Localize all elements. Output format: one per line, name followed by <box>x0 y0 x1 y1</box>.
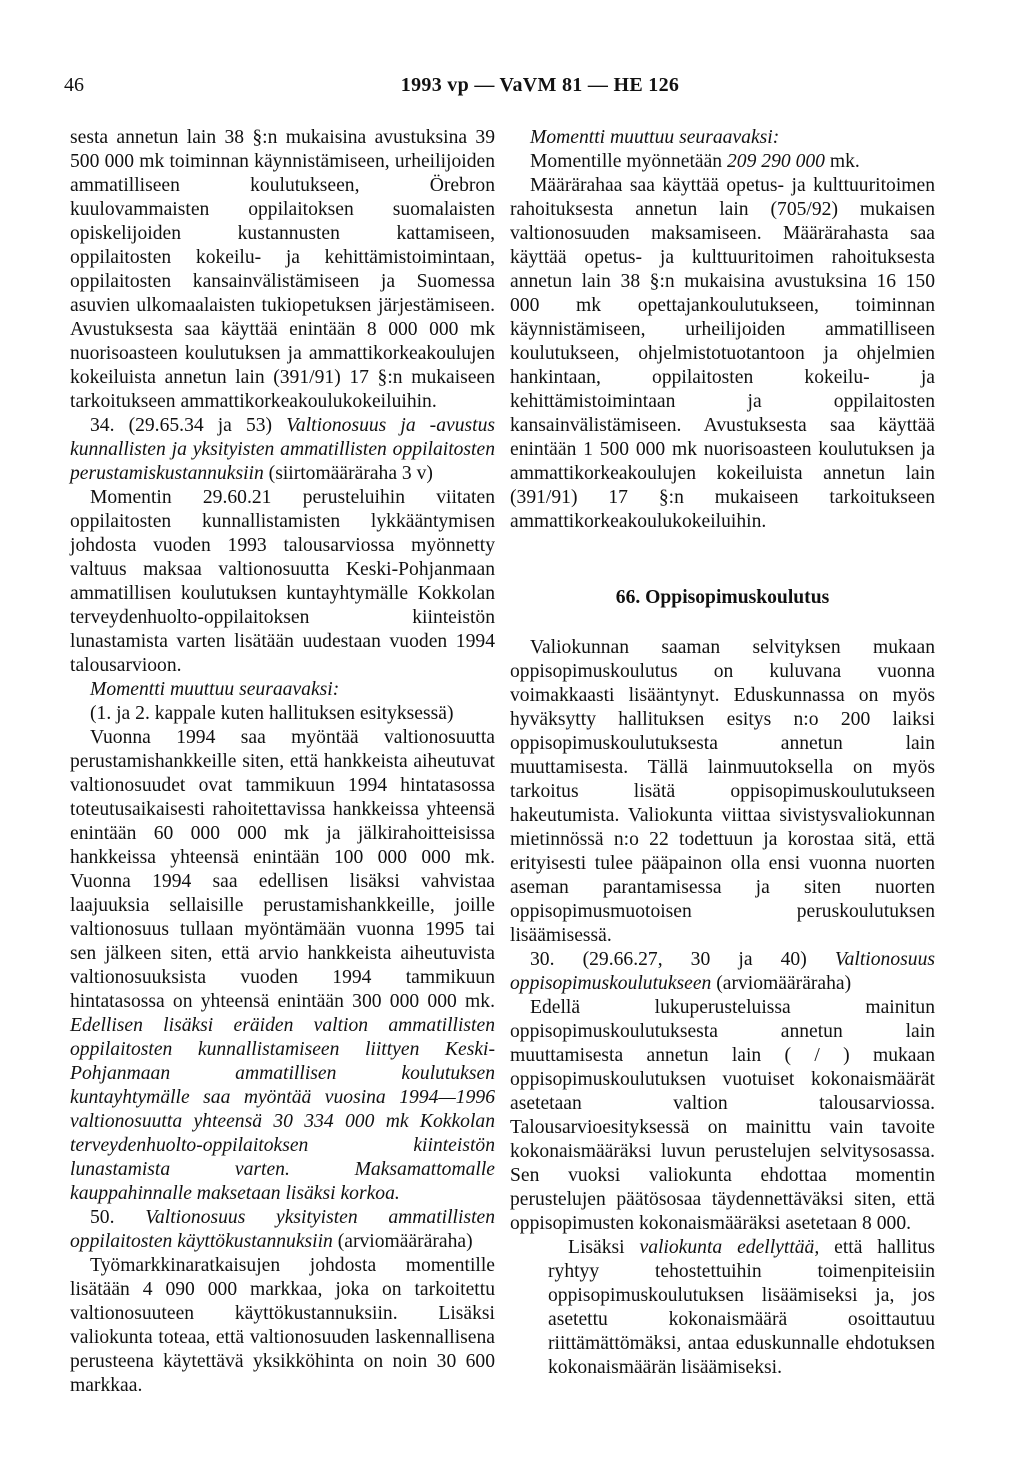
paragraph-edella: Edellä lukuperusteluissa mainitun oppisopimuskoulutuksesta annetun lain muuttamisesta annetun lain ( / ) mukaan oppisopimuskoulutuksen vuotuiset kokonaismäärät asetetaan valtion talousarviossa. Talousarvioesityksessä on mainittu vain tavoite kokonaismääräksi luvun perustelujen selvitysosassa. Sen vuoksi valiokunta ehdottaa momentin perustelujen päätösosaa täydennettäväksi siten, että oppisopimusten kokonaismääräksi asetetaan 8 000. <box>510 997 935 1234</box>
momentti-label-right: Momentti muuttuu seuraavaksi: <box>530 127 780 148</box>
paragraph-vuonna-1994 <box>70 726 495 1206</box>
paragraph-valiokunnan: Valiokunnan saaman selvityksen mukaan oppisopimuskoulutus on kuluvana vuonna voimakkaasti lisääntynyt. Eduskunnassa on myös hyväksytty hallituksen esitys n:o 200 laiksi oppisopimuskoulutuksesta annetun lain muuttamisesta. Tällä lainmuutoksella on myös tarkoitus lisätä oppisopimuskoulutukseen hakeutumista. Valiokunta viittaa sivistysvaliokunnan mietinnössä n:o 22 todettuun ja korostaa sitä, että erityisesti tulee pääpainon olla ensi vuonna nuorten aseman parantamisessa ja siten nuorten oppisopimusmuotoisen peruskoulutuksen lisäämisessä. <box>510 637 935 946</box>
closing-prefix: Lisäksi <box>568 1237 640 1258</box>
closing-suffix: että hallitus ryhtyy tehostettuihin toimenpiteisiin oppisopimuskoulutuksen lisäämiseksi ja, jos asetettu kokonaismäärä osoittautuu riittämättömäksi, antaa eduskunnalle ehdotuksen kokonaismäärän lisäämiseksi. <box>548 1237 935 1378</box>
right-column <box>510 126 935 1380</box>
paragraph-momentin: Momentin 29.60.21 perusteluihin viitaten oppilaitosten kunnallistamisten lykkääntymisen johdosta vuoden 1993 talousarviossa myönnetty valtuus maksaa valtionosuutta Keski-Pohjanmaan ammatillisen koulutuksen kuntayhtymälle Kokkolan terveydenhuolto-oppilaitoksen kiinteistön lunastamista varten lisätään uudestaan vuoden 1994 talousarvioon. <box>70 487 495 676</box>
momentille-myonnetaan <box>510 150 935 174</box>
item-34-type: (siirtomääräraha 3 v) <box>263 463 433 484</box>
closing-italic: valiokunta edellyttää, <box>639 1237 820 1258</box>
paragraph-maararahaa: Määrärahaa saa käyttää opetus- ja kulttuuritoimen rahoituksesta annetun lain (705/92) mukaisen valtionosuuden maksamiseen. Määrärahasta saa käyttää opetus- ja kulttuuritoimen rahoituksesta annetun lain 38 §:n mukaisina avustuksina 16 150 000 mk opettajankoulutukseen, toiminnan käynnistämiseen, urheilijoiden ammatilliseen koulutukseen, ohjelmistotuotantoon ja ohjelmien hankintaan, oppilaitosten kokeilu- ja kehittämistoimintaan ja oppilaitosten kansainvälistämiseen. Avustuksesta saa käyttää enintään 1 500 000 mk nuorisoasteen koulutuksen ja ammattikorkeakoulujen kokeiluista annetun lain (391/91) 17 §:n mukaiseen tarkoitukseen ammattikorkeakoulukokeiluihin. <box>510 175 935 532</box>
momentille-prefix: Momentille myönnetään <box>530 151 727 172</box>
page-number: 46 <box>64 74 84 96</box>
momentille-amount: 209 290 000 <box>726 151 825 172</box>
paragraph-closing <box>548 1236 935 1380</box>
running-header: 1993 vp — VaVM 81 — HE 126 <box>400 74 680 96</box>
section-heading: 66. Oppisopimuskoulutus <box>615 587 830 608</box>
item-30 <box>510 948 935 996</box>
item-50-type: (arviomääräraha) <box>332 1231 473 1252</box>
momentille-suffix: mk. <box>824 151 860 172</box>
item-30-number: 30. (29.66.27, 30 ja 40) <box>530 949 835 970</box>
item-50 <box>70 1206 495 1254</box>
item-50-number: 50. <box>90 1207 146 1228</box>
item-34-number: 34. (29.65.34 ja 53) <box>90 415 287 436</box>
momentti-label: Momentti muuttuu seuraavaksi: <box>90 679 340 700</box>
item-30-title: Valtionosuus oppisopimuskoulutukseen <box>510 949 935 994</box>
vuonna-plain-text: Vuonna 1994 saa myöntää valtionosuutta perustamishankkeille siten, että hankkeista aiheutuvat valtionosuudet ovat tammikuun 1994 hintatasossa toteutusaikaisesti rahoitettavissa hankkeissa yhteensä enintään 60 000 000 mk ja jälkirahoitteisissa hankkeissa yhteensä enintään 100 000 000 mk. Vuonna 1994 saa edellisen lisäksi vahvistaa laajuuksia sellaisille perustamishankkeille, joille valtionosuus tullaan myöntämään vuonna 1995 tai sen jälkeen siten, että arvio hankkeista aiheutuvista valtionosuuksista vuoden 1994 tammikuun hintatasossa on yhteensä enintään 300 000 000 mk. <box>70 727 495 1012</box>
left-column <box>70 126 495 1398</box>
item-50-title: Valtionosuus yksityisten ammatillisten oppilaitosten käyttökustannuksiin <box>70 1207 495 1252</box>
item-34 <box>70 414 495 486</box>
item-30-type: (arviomääräraha) <box>711 973 852 994</box>
paragraph-avustukset: sesta annetun lain 38 §:n mukaisina avustuksina 39 500 000 mk toiminnan käynnistämiseen, urheilijoiden ammatilliseen koulutukseen, Örebron kuulovammaisten oppilaitoksen suomalaisten opiskelijoiden kustannusten kattamiseen, oppilaitosten kokeilu- ja kehittämistoimintaan, oppilaitosten kansainvälistämiseen ja Suomessa asuvien ulkomaalaisten tukiopetuksen järjestämiseen. Avustuksesta saa käyttää enintään 8 000 000 mk nuorisoasteen koulutuksen ja ammattikorkeakoulujen kokeiluista annetun lain (391/91) 17 §:n mukaiseen tarkoitukseen ammattikorkeakoulukokeiluihin. <box>70 127 495 412</box>
paragraph-tyomarkkina: Työmarkkinaratkaisujen johdosta momentille lisätään 4 090 000 markkaa, joka on tarkoitettu valtionosuuteen käyttökustannuksiin. Lisäksi valiokunta toteaa, että valtionosuuden laskennallisena perusteena käytettävä yksikköhinta on noin 30 600 markkaa. <box>70 1255 495 1396</box>
vuonna-italic-text: Edellisen lisäksi eräiden valtion ammatillisten oppilaitosten kunnallistamiseen liittyen Keski-Pohjanmaan ammatillisen koulutuksen kuntayhtymälle saa myöntää vuosina 1994—1996 valtionosuutta yhteensä 30 334 000 mk Kokkolan terveydenhuolto-oppilaitoksen kiinteistön lunastamista varten. Maksamattomalle kauppahinnalle maksetaan lisäksi korkoa. <box>70 1015 495 1204</box>
item-34-title: Valtionosuus ja -avustus kunnallisten ja yksityisten ammatillisten oppilaitosten perustamiskustannuksiin <box>70 415 495 484</box>
kappale-note: (1. ja 2. kappale kuten hallituksen esityksessä) <box>90 703 454 724</box>
